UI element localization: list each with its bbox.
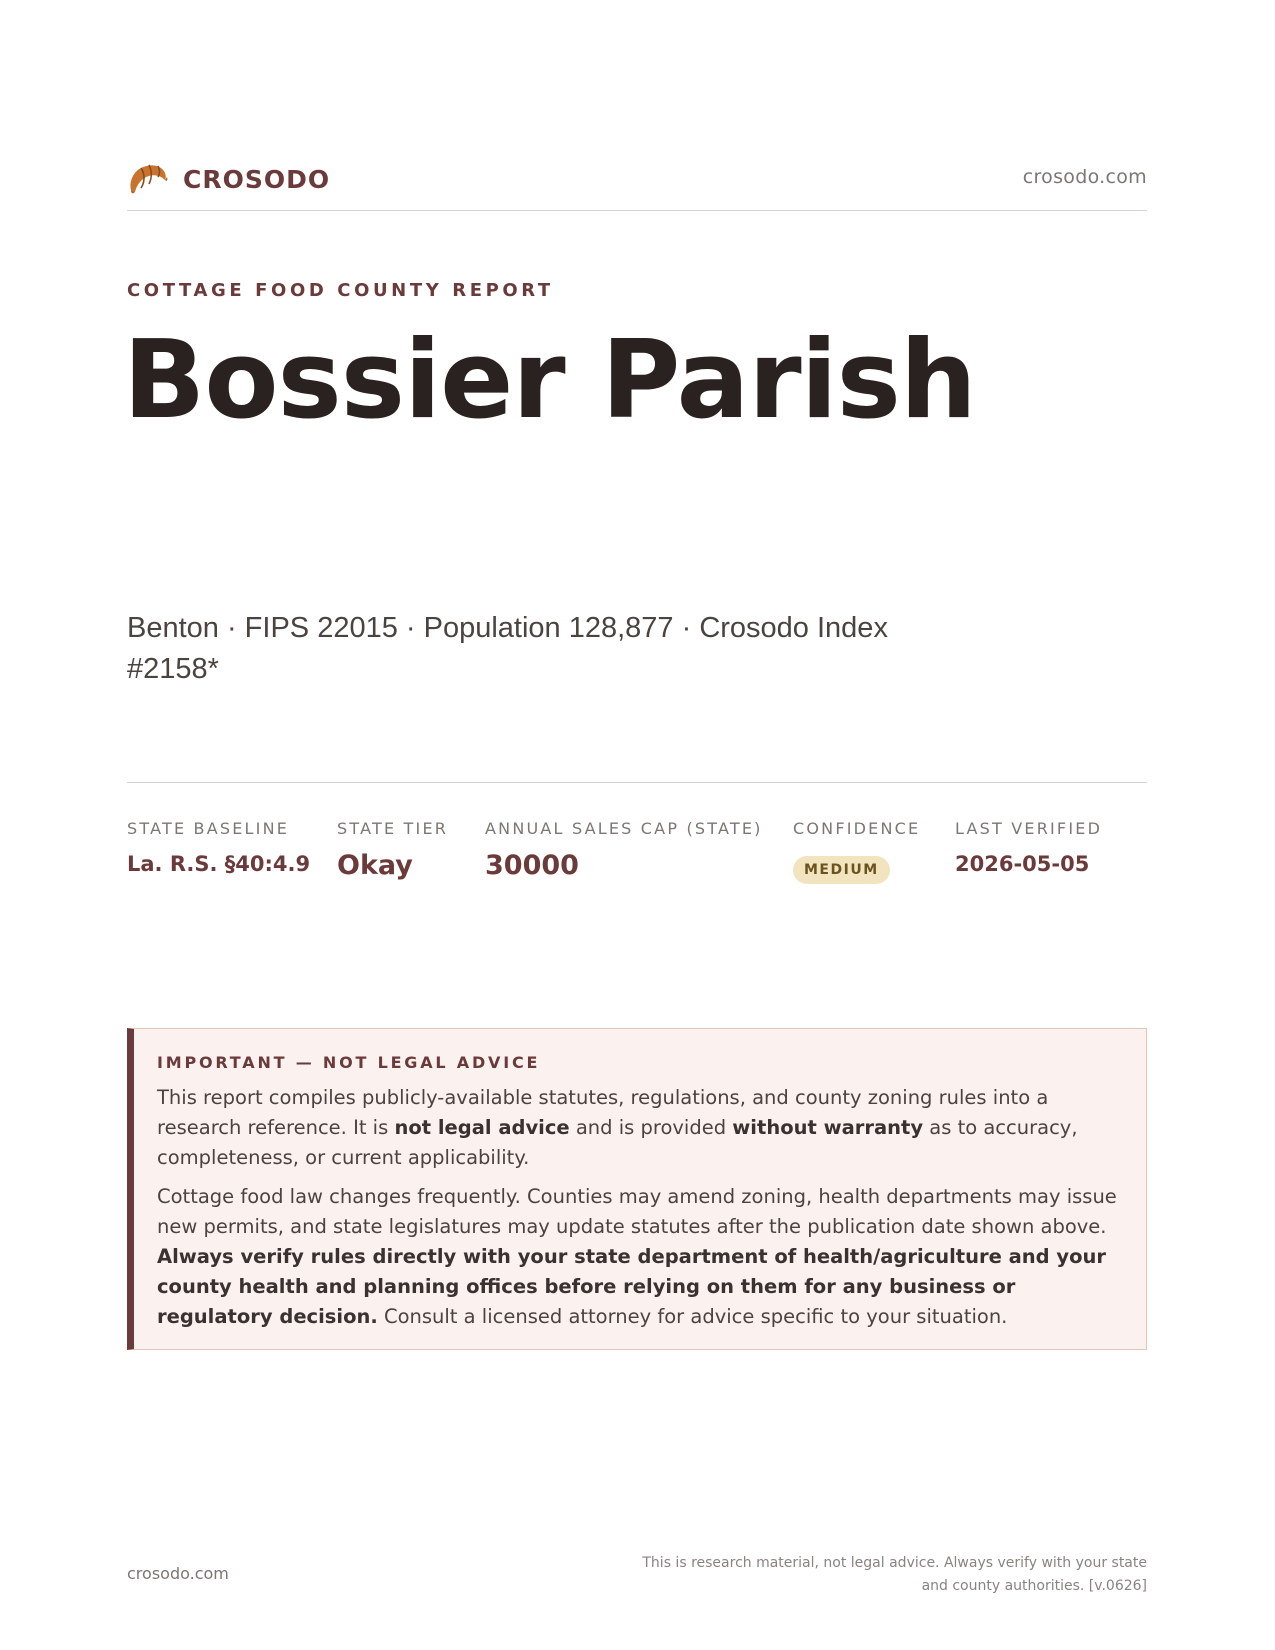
confidence-badge: MEDIUM: [793, 856, 890, 884]
stat-state-baseline: [127, 819, 310, 876]
page-title: Bossier Parish: [123, 318, 976, 443]
legal-notice: [127, 1028, 1147, 1350]
stat-last-verified: [955, 819, 1102, 876]
footer-site[interactable]: crosodo.com: [127, 1564, 229, 1583]
footer-disclaimer: This is research material, not legal advice. Always verify with your state and county authorities. [v.0626]: [642, 1555, 1147, 1594]
brand[interactable]: [127, 160, 330, 198]
notice-title: IMPORTANT — NOT LEGAL ADVICE: [157, 1053, 541, 1072]
stat-value: 2026-05-05: [955, 852, 1090, 876]
stat-confidence: [793, 819, 920, 884]
stat-label: ANNUAL SALES CAP (STATE): [485, 819, 763, 838]
site-link[interactable]: crosodo.com: [1022, 166, 1147, 188]
stat-annual-sales-cap: [485, 819, 763, 881]
stats-row: [127, 782, 1147, 903]
stat-label: LAST VERIFIED: [955, 819, 1103, 838]
report-page: [123, 0, 1147, 1650]
page-header: [127, 150, 1147, 211]
notice-paragraph: This report compiles publicly-available statutes, regulations, and county zoning rules into a research reference. It is not legal advice and is provided without warranty as to accuracy, completeness, or current applicability.: [157, 1086, 1078, 1169]
notice-body: [157, 1083, 1129, 1341]
brand-name: CROSODO: [183, 164, 331, 194]
croissant-icon: [127, 160, 169, 198]
report-subtitle: Benton · FIPS 22015 · Population 128,877 · Crosodo Index #2158*: [127, 612, 888, 685]
stat-label: STATE BASELINE: [127, 819, 290, 838]
report-eyebrow: COTTAGE FOOD COUNTY REPORT: [127, 280, 554, 301]
stat-label: STATE TIER: [337, 819, 449, 838]
stat-value: 30000: [485, 850, 579, 881]
notice-paragraph: Cottage food law changes frequently. Counties may amend zoning, health departments may issue new permits, and state legislatures may update statutes after the publication date shown above. Always verify rules directly with your state department of health/agriculture and your county health and planning offices before relying on them for any business or regulatory decision. Consult a licensed attorney for advice specific to your situation.: [157, 1185, 1117, 1328]
stat-label: CONFIDENCE: [793, 819, 921, 838]
stat-state-tier: [337, 819, 448, 881]
stat-value: La. R.S. §40:4.9: [127, 852, 311, 876]
stat-value: Okay: [337, 850, 413, 881]
